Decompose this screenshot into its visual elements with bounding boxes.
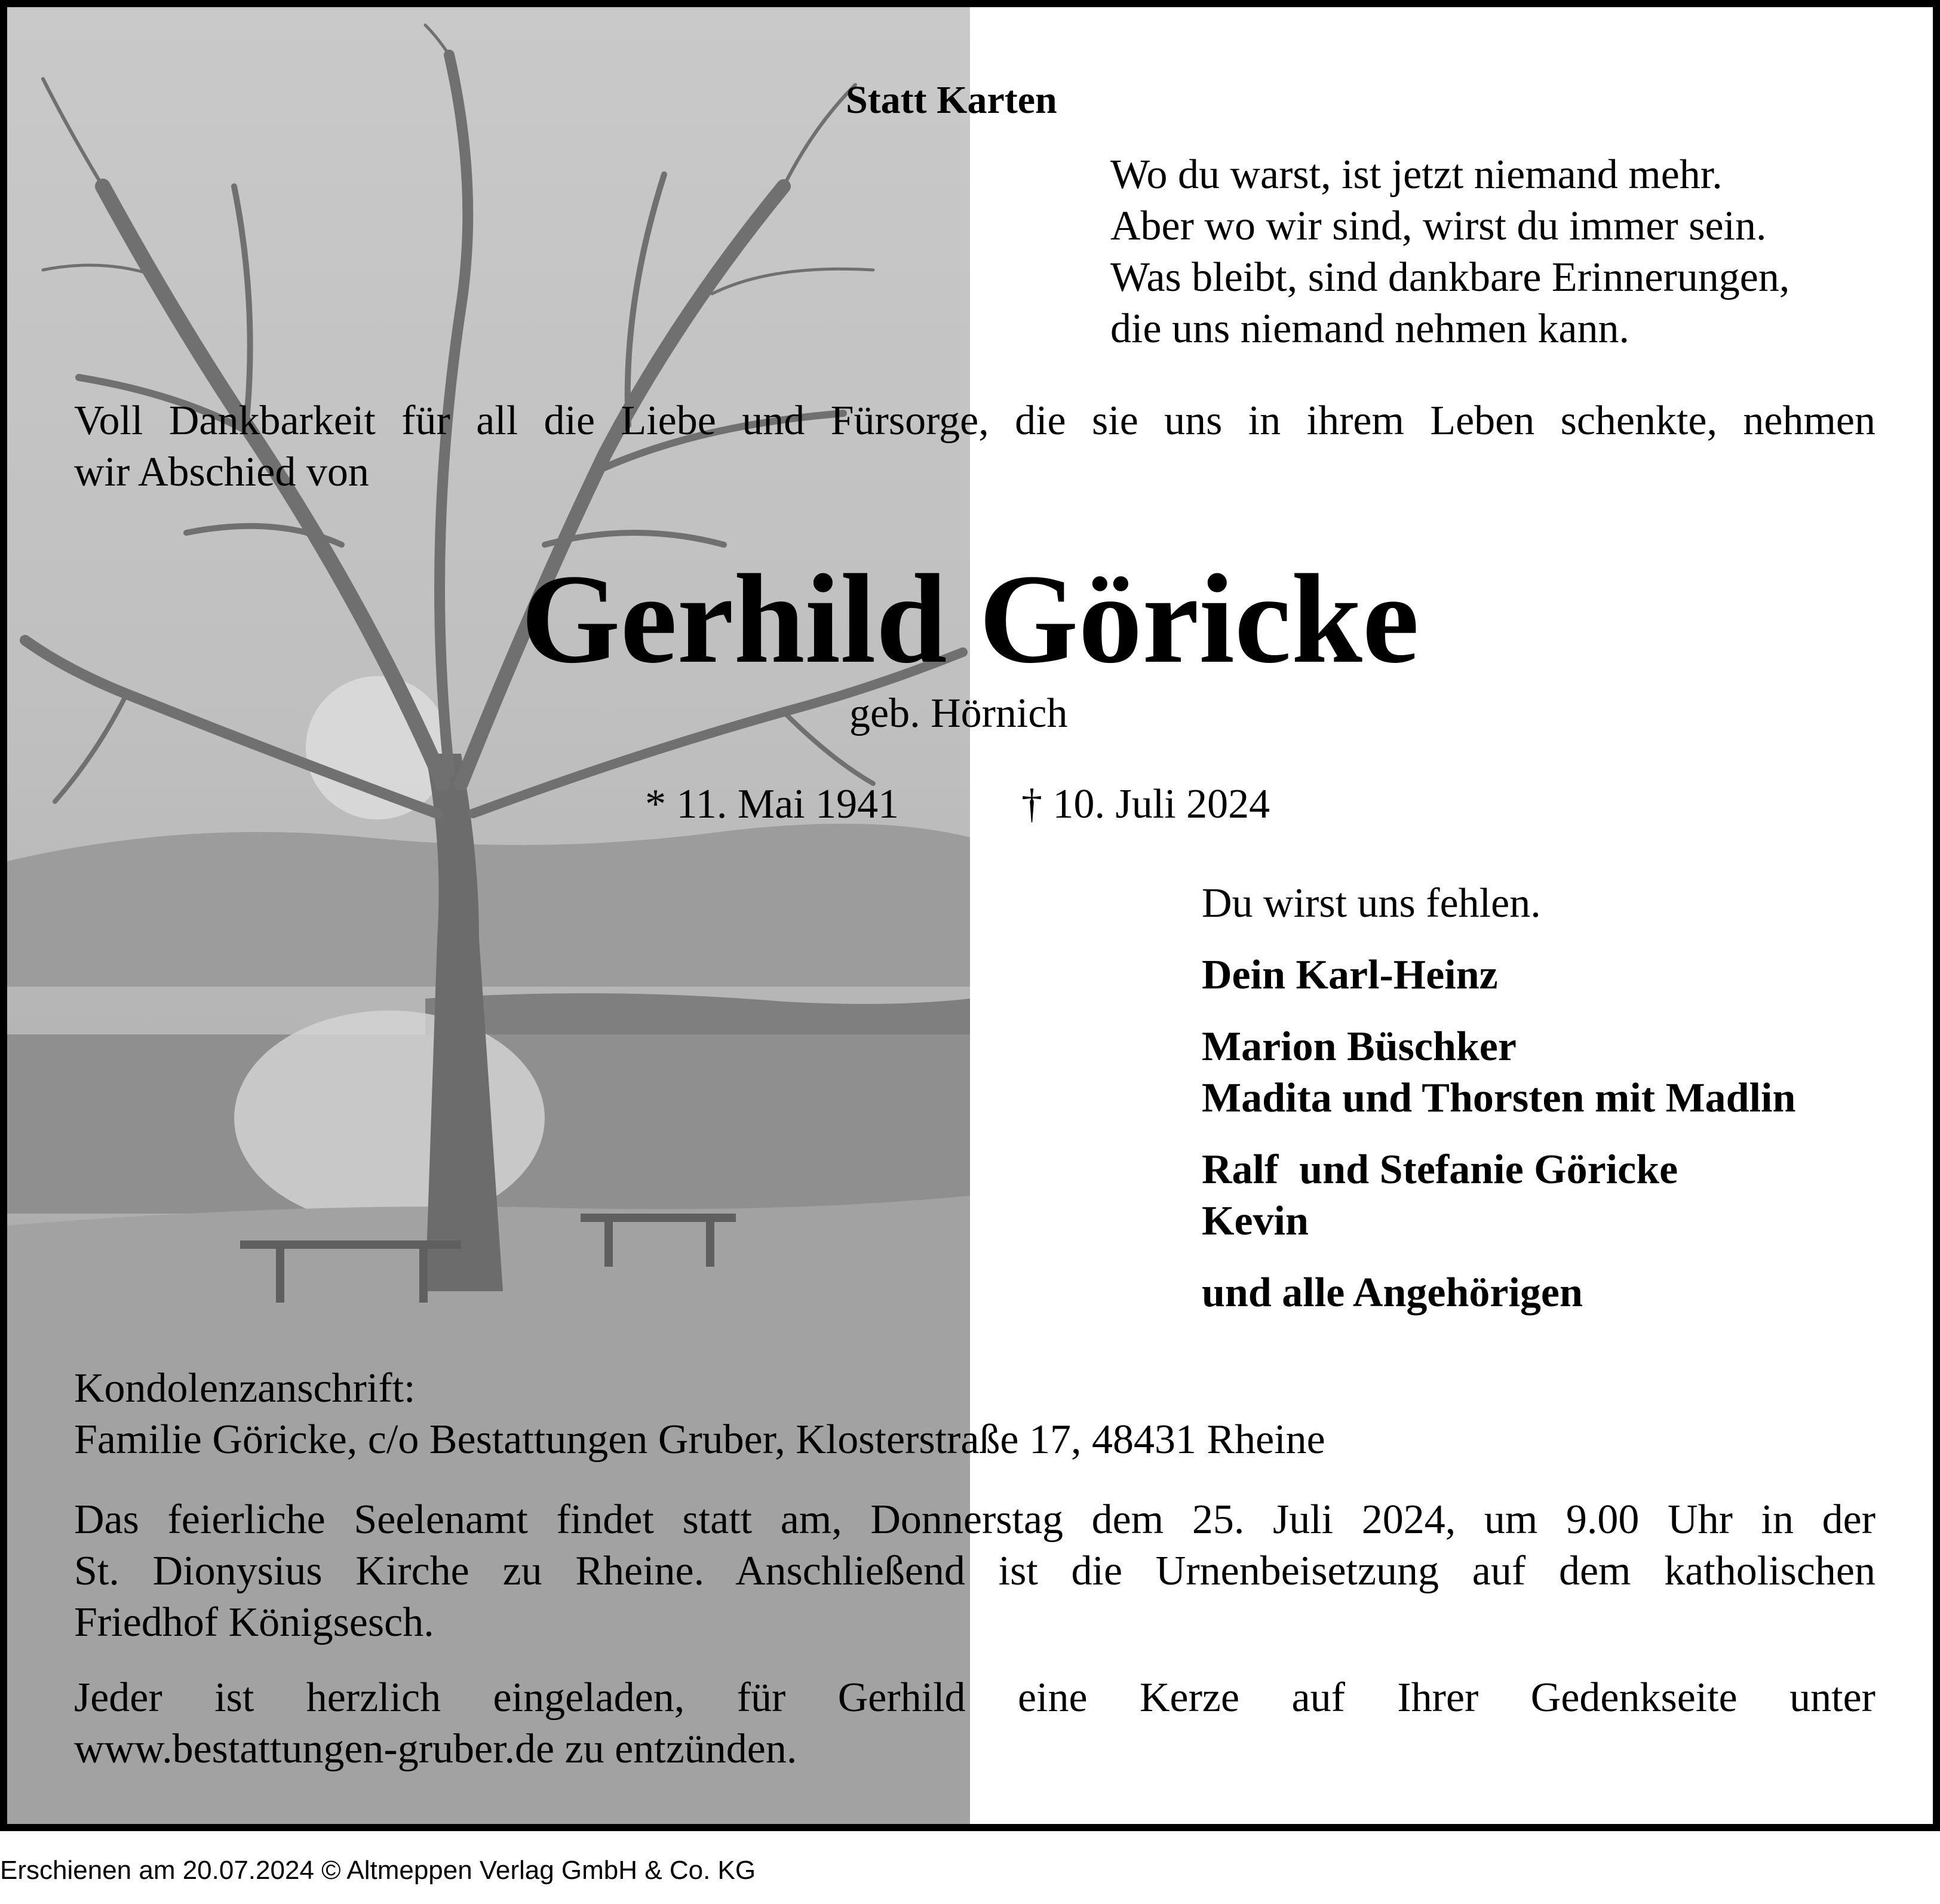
intro-line: Voll Dankbarkeit für all die Liebe und Fürsorge, die sie uns in ihrem Leben schenkte, nehmen — [74, 398, 1875, 444]
deceased-name: Gerhild Göricke — [521, 548, 1419, 690]
service-line: Friedhof Königsesch. — [74, 1599, 434, 1645]
maiden-name: geb. Hörnich — [849, 690, 1068, 736]
service-line: Das feierliche Seelenamt findet statt am, Donnerstag dem 25. Juli 2024, um 9.00 Uhr in der — [74, 1497, 1875, 1543]
mourner-name: und alle Angehörigen — [1202, 1270, 1583, 1316]
condolence-label: Kondolenzanschrift: — [74, 1365, 416, 1411]
header-title: Statt Karten — [846, 78, 1057, 122]
poem — [1110, 149, 1789, 355]
mourner-group — [1202, 1021, 1795, 1124]
candle-text — [74, 1672, 1875, 1775]
service-line: St. Dionysius Kirche zu Rheine. Anschließend ist die Urnenbeisetzung auf dem katholischen — [74, 1548, 1875, 1594]
poem-line: Was bleibt, sind dankbare Erinnerungen, — [1110, 254, 1790, 300]
intro-line: wir Abschied von — [74, 449, 369, 495]
service-text — [74, 1494, 1875, 1648]
condolence-address — [74, 1363, 1325, 1466]
mourner-group — [1202, 1267, 1583, 1319]
condolence-address-line: Familie Göricke, c/o Bestattungen Gruber, Klosterstraße 17, 48431 Rheine — [74, 1417, 1325, 1463]
candle-line: Jeder ist herzlich eingeladen, für Gerhild eine Kerze auf Ihrer Gedenkseite unter — [74, 1675, 1875, 1721]
mourner-group — [1202, 950, 1498, 1001]
birth-date: * 11. Mai 1941 — [645, 781, 900, 827]
poem-line: Wo du warst, ist jetzt niemand mehr. — [1110, 152, 1723, 198]
mourner-name: Madita und Thorsten mit Madlin — [1202, 1075, 1796, 1121]
mourner-name: Dein Karl-Heinz — [1202, 952, 1498, 998]
mourner-name: Marion Büschker — [1202, 1024, 1517, 1070]
farewell-line: Du wirst uns fehlen. — [1202, 880, 1541, 926]
poem-line: die uns niemand nehmen kann. — [1110, 306, 1629, 352]
mourner-name: Ralf und Stefanie Göricke — [1202, 1147, 1678, 1193]
mourner-group — [1202, 1144, 1678, 1247]
intro-text — [74, 395, 1875, 498]
death-date: † 10. Juli 2024 — [1021, 781, 1270, 827]
poem-line: Aber wo wir sind, wirst du immer sein. — [1110, 203, 1767, 249]
publication-footer: Erschienen am 20.07.2024 © Altmeppen Verlag GmbH & Co. KG — [0, 1856, 756, 1885]
candle-line: www.bestattungen-gruber.de zu entzünden. — [74, 1726, 797, 1772]
mourner-name: Kevin — [1202, 1198, 1309, 1244]
